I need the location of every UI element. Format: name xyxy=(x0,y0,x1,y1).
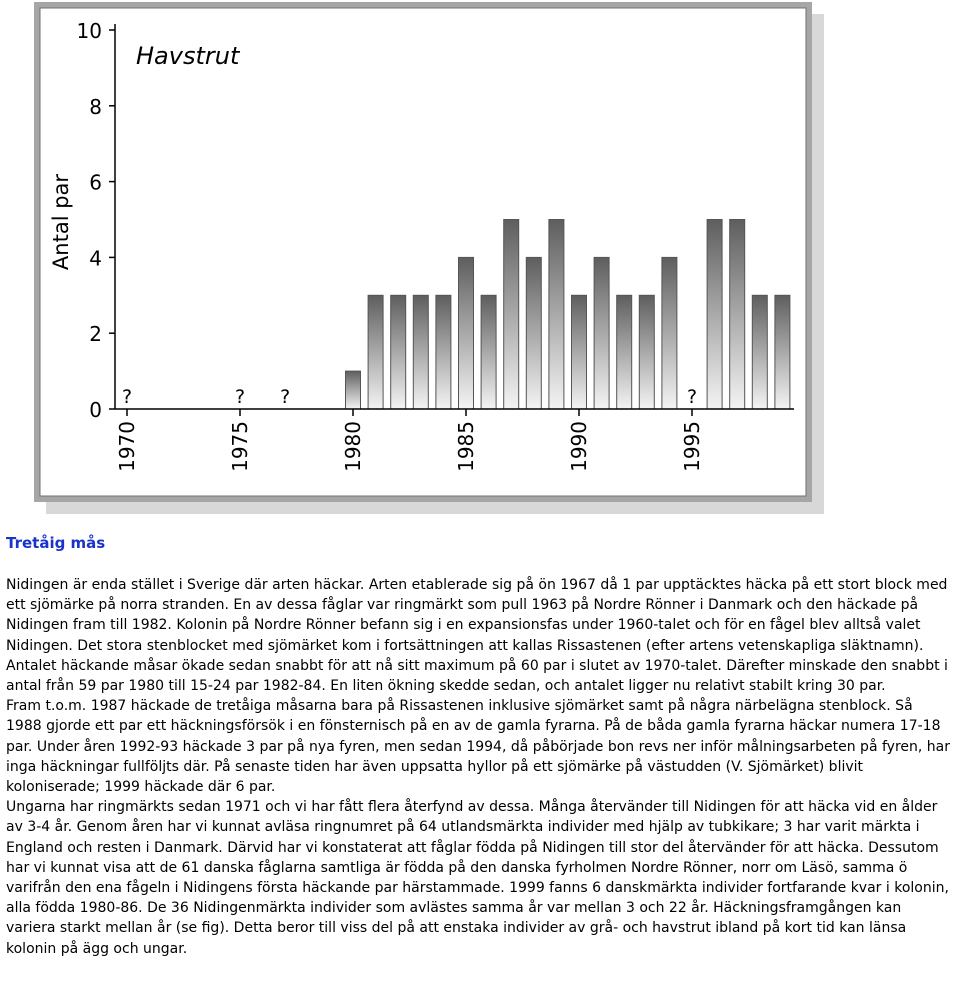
bar-1981 xyxy=(368,295,383,409)
bar-1991 xyxy=(594,257,609,409)
unknown-marker: ? xyxy=(121,386,133,408)
article-body xyxy=(6,575,951,959)
chart-title: Havstrut xyxy=(136,42,240,70)
section-title: Tretåig mås xyxy=(6,534,106,552)
x-tick-label: 1970 xyxy=(115,421,139,472)
bar-1986 xyxy=(481,295,496,409)
bar-1999 xyxy=(775,295,790,409)
bar-1988 xyxy=(526,257,541,409)
y-tick-label: 0 xyxy=(89,398,102,422)
unknown-marker: ? xyxy=(234,386,246,408)
paragraph-2: Fram t.o.m. 1987 häckade de tretåiga måsarna bara på Rissastenen inklusive sjömärket samt på några närbelägna stenblock. Så 1988 gjorde ett par ett häckningsförsök i en fönsternisch på en av de gamla fyrarna. På de båda gamla fyrarna häckar numera 17-18 par. Under åren 1992-93 häckade 3 par på nya fyren, men sedan 1994, då påbörjade bon revs ner inför målningsarbeten på fyren, har inga häckningar fullföljts där. På senaste tiden har även uppsatta hyllor på ett sjömärke på västudden (V. Sjömärket) blivit koloniserade; 1999 häckade där 6 par. xyxy=(6,698,950,796)
bar-1998 xyxy=(752,295,767,409)
bar-1993 xyxy=(639,295,654,409)
paragraph-3: Ungarna har ringmärkts sedan 1971 och vi har fått flera återfynd av dessa. Många återvänder till Nidingen för att häcka vid en ålder av 3-4 år. Genom åren har vi kunnat avläsa ringnumret på 64 utlandsmärkta individer med hjälp av tubkikare; 3 har varit märkta i England och resten i Danmark. Därvid har vi konstaterat att fåglar födda på Nidingen till stor del återvänder för att häcka. Dessutom har vi kunnat visa att de 61 danska fåglarna samtliga är födda på den danska fyrholmen Nordre Rönner, norr om Läsö, samma ö varifrån den ena fågeln i Nidingens första häckande par härstammade. 1999 fanns 6 danskmärkta individer fortfarande kvar i kolonin, alla födda 1980-86. De 36 Nidingenmärkta individer som avlästes samma år var mellan 3 och 22 år. Häckningsframgången kan variera starkt mellan år (se fig). Detta beror till viss del på att enstaka individer av grå- och havstrut ibland på kort tid kan länsa kolonin på ägg och ungar. xyxy=(6,799,949,957)
x-tick-label: 1975 xyxy=(228,421,252,472)
bar-1980 xyxy=(346,371,361,409)
y-tick-label: 10 xyxy=(76,19,102,43)
bar-1994 xyxy=(662,257,677,409)
paragraph-1: Nidingen är enda stället i Sverige där arten häckar. Arten etablerade sig på ön 1967 då 1 par upptäcktes häcka på ett stort block med ett sjömärke på norra stranden. En av dessa fåglar var ringmärkt som pull 1963 på Nordre Rönner i Danmark och den häckade på Nidingen fram till 1982. Kolonin på Nordre Rönner befann sig i en expansionsfas under 1960-talet och för en fågel blev alltså valet Nidingen. Det stora stenblocket med sjömärket kom i fortsättningen att kallas Rissastenen (efter artens vetenskapliga släktnamn). Antalet häckande måsar ökade sedan snabbt för att nå sitt maximum på 60 par i slutet av 1970-talet. Därefter minskade den snabbt i antal från 59 par 1980 till 15-24 par 1982-84. En liten ökning skedde sedan, och antalet ligger nu relativt stabilt kring 30 par. xyxy=(6,577,948,695)
x-tick-label: 1980 xyxy=(341,421,365,472)
bar-1996 xyxy=(707,220,722,410)
y-tick-label: 6 xyxy=(89,170,102,195)
bar-1997 xyxy=(730,220,745,410)
bar-1990 xyxy=(572,295,587,409)
x-tick-label: 1995 xyxy=(680,421,704,472)
x-tick-label: 1990 xyxy=(567,421,591,472)
bar-1983 xyxy=(413,295,428,409)
chart-figure xyxy=(34,2,824,514)
y-tick-label: 4 xyxy=(89,246,102,271)
unknown-marker: ? xyxy=(280,386,291,408)
y-tick-label: 2 xyxy=(89,322,102,347)
bar-1989 xyxy=(549,220,564,410)
bar-1987 xyxy=(504,220,519,410)
y-axis-label: Antal par xyxy=(49,173,73,271)
unknown-marker: ? xyxy=(686,386,698,408)
bar-1985 xyxy=(459,257,474,409)
bar-1992 xyxy=(617,295,632,409)
bar-1982 xyxy=(391,295,406,409)
x-tick-label: 1985 xyxy=(454,421,478,472)
bar-1984 xyxy=(436,295,451,409)
y-tick-label: 8 xyxy=(89,94,102,119)
bar-chart xyxy=(34,2,824,514)
